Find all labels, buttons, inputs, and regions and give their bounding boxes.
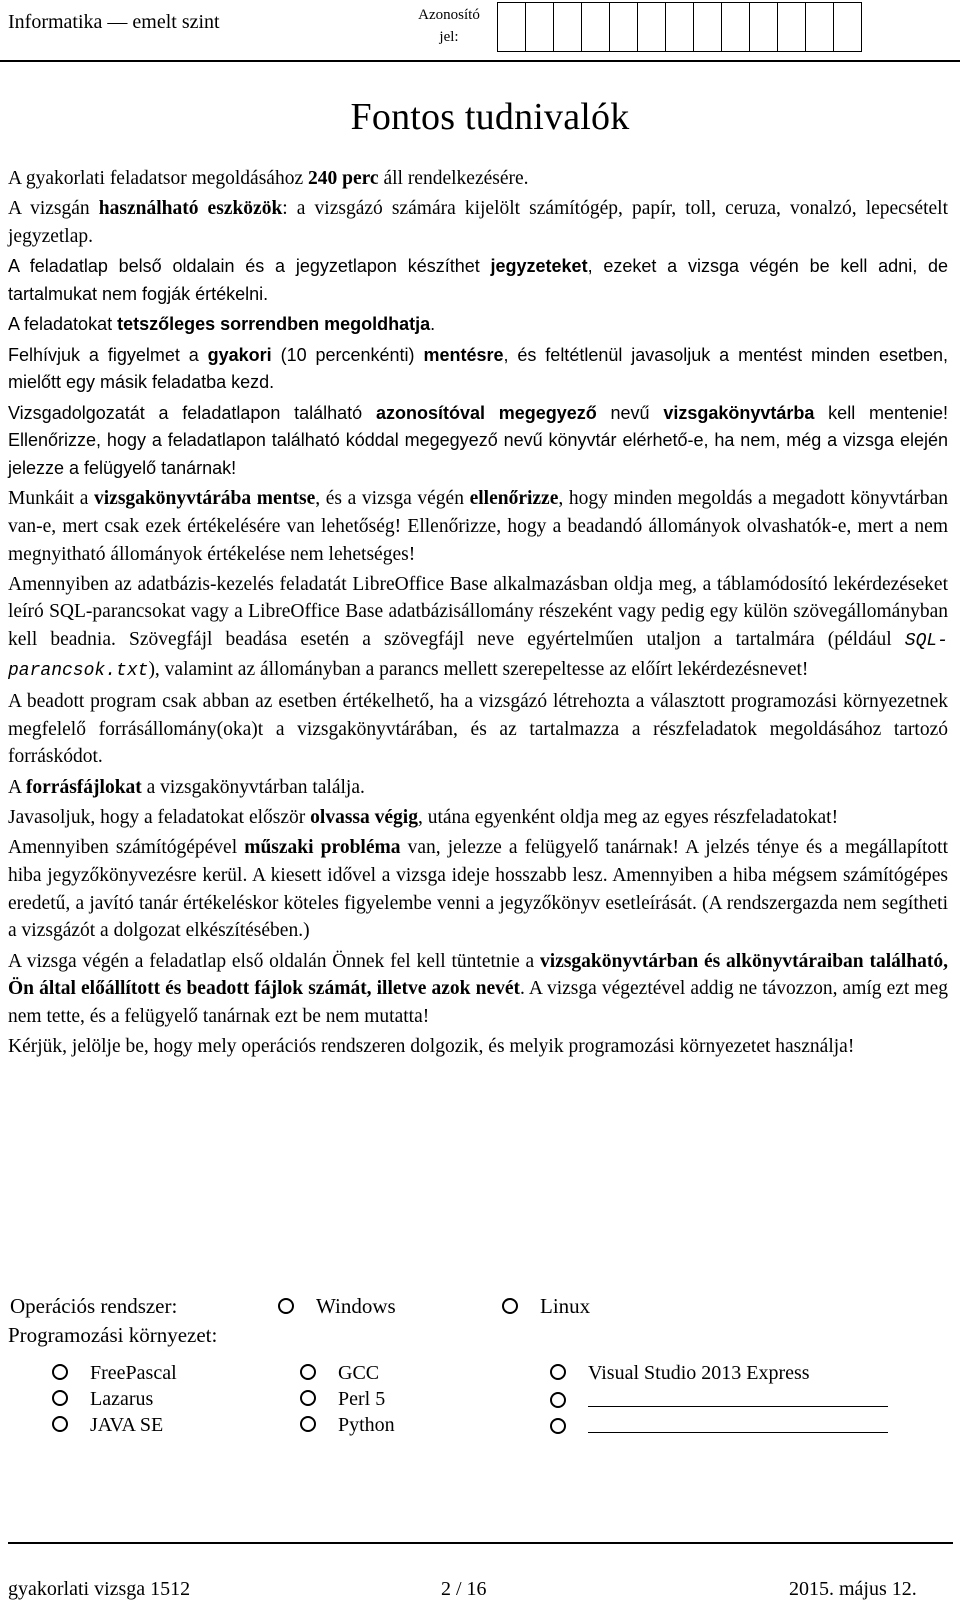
instructions-body xyxy=(8,165,948,1064)
instruction-paragraph xyxy=(8,253,948,308)
id-box[interactable] xyxy=(581,2,610,52)
radio-icon[interactable] xyxy=(52,1416,68,1432)
bold-text: jegyzeteket xyxy=(490,256,588,277)
instruction-paragraph xyxy=(8,485,948,568)
footer-divider xyxy=(8,1542,953,1544)
text-run: a vizsgakönyvtárban találja. xyxy=(141,776,365,798)
text-run: A feladatokat xyxy=(8,314,118,335)
env-option[interactable] xyxy=(300,1414,395,1437)
id-label-line1: Azonosító xyxy=(418,7,480,23)
instruction-paragraph xyxy=(8,195,948,250)
radio-icon[interactable] xyxy=(52,1364,68,1380)
page-header xyxy=(0,0,960,62)
bold-text: olvassa végig xyxy=(310,807,418,829)
bold-text: azonosítóval megegyező xyxy=(375,402,597,423)
radio-icon[interactable] xyxy=(278,1298,294,1314)
text-run: A beadott program csak abban az esetben értékelhető, ha a vizsgázó létrehozta a választott programozási környezetnek megfelelő forrásállomány(oka)t a vizsgakönyvtárában, és az tartalmazza a részfeladatok megoldásához tartozó forráskódot. xyxy=(8,691,948,768)
instruction-paragraph xyxy=(8,948,948,1031)
text-run: A xyxy=(8,776,26,798)
text-run: Javasoljuk, hogy a feladatokat először xyxy=(8,807,311,829)
text-run: Amennyiben számítógépével xyxy=(8,837,245,859)
env-option-label: JAVA SE xyxy=(90,1414,164,1436)
text-run: nevű xyxy=(596,402,664,423)
id-box[interactable] xyxy=(637,2,666,52)
env-option[interactable] xyxy=(52,1362,177,1385)
bold-text: vizsgakönyvtárába mentse xyxy=(94,488,316,510)
os-option-windows[interactable]: Windows xyxy=(278,1294,396,1319)
instruction-paragraph xyxy=(8,774,948,802)
text-run: A feladatlap belső oldalain és a jegyzetlapon készíthet xyxy=(8,256,491,277)
env-option[interactable] xyxy=(300,1388,385,1411)
text-run: , hogy minden megoldás a megadott könyvtárban van-e, mert csak ezek értékelésére van lehetőség! Ellenőrizze, hogy a beadandó állományok olvashatók-e, mert a nem megnyitható állományok értékelése nem lehetséges! xyxy=(8,488,949,565)
bold-text: mentésre xyxy=(423,344,504,365)
id-box[interactable] xyxy=(749,2,778,52)
text-run: . A vizsga végeztével addig ne távozzon, amíg ezt meg nem tette, és a felügyelő tanárnak ezt be nem mutatta! xyxy=(8,978,948,1027)
id-box[interactable] xyxy=(693,2,722,52)
env-option[interactable] xyxy=(550,1362,810,1385)
page-title: Fontos tudnivalók xyxy=(350,96,630,138)
radio-icon[interactable] xyxy=(52,1390,68,1406)
text-run: Kérjük, jelölje be, hogy mely operációs rendszeren dolgozik, és melyik programozási környezetet használja! xyxy=(8,1036,855,1058)
os-option-linux[interactable]: Linux xyxy=(502,1294,590,1319)
text-run: van, jelezze a felügyelő tanárnak! A jelzés ténye és a megállapított hiba jegyzőkönyvezésre kerül. A kiesett idővel a vizsga ideje hosszabb lesz. Amennyiben a hiba mégsem számítógépes eredetű, a javító tanár értékeléskor köteles figyelembe venni a jegyzőkönyv esetleírását. (A rendszergazda nem segítheti a vizsgázót a dolgozat elkészítésében.) xyxy=(8,837,949,942)
radio-icon[interactable] xyxy=(550,1392,566,1408)
bold-text: gyakori xyxy=(207,344,272,365)
id-box[interactable] xyxy=(805,2,834,52)
env-option[interactable] xyxy=(52,1388,153,1411)
text-run: , és a vizsga végén xyxy=(315,488,470,510)
text-run: áll rendelkezésére. xyxy=(378,168,529,189)
id-box[interactable] xyxy=(525,2,554,52)
bold-text: ellenőrizze xyxy=(469,488,559,510)
instruction-paragraph xyxy=(8,342,948,397)
radio-icon[interactable] xyxy=(300,1364,316,1380)
footer-page: 2 / 16 xyxy=(441,1578,487,1600)
text-run: Felhívjuk a figyelmet a xyxy=(8,344,208,365)
text-run: ), valamint az állományban a parancs mellett szerepeltesse az előírt lekérdezésnevet! xyxy=(148,658,809,680)
id-box[interactable] xyxy=(665,2,694,52)
radio-icon[interactable] xyxy=(300,1390,316,1406)
header-divider xyxy=(0,60,960,62)
env-option[interactable] xyxy=(550,1414,888,1439)
blank-line-input[interactable] xyxy=(588,1414,888,1433)
bold-text: használható eszközök xyxy=(98,198,283,220)
id-label-line2: jel: xyxy=(439,29,459,45)
footer-exam: gyakorlati vizsga 1512 xyxy=(8,1578,191,1600)
text-run: : a vizsgázó számára kijelölt számítógép, papír, toll, ceruza, vonalzó, lepecsételt jegyzetlap. xyxy=(8,198,948,247)
env-option[interactable] xyxy=(300,1362,379,1385)
os-label: Operációs rendszer: xyxy=(10,1294,178,1318)
footer-date: 2015. május 12. xyxy=(789,1578,917,1600)
instruction-paragraph xyxy=(8,400,948,483)
subject-title: Informatika — emelt szint xyxy=(8,11,220,33)
id-box[interactable] xyxy=(553,2,582,52)
id-box[interactable] xyxy=(497,2,526,52)
text-run: Munkáit a xyxy=(8,488,95,510)
instruction-paragraph xyxy=(8,311,948,339)
blank-line-input[interactable] xyxy=(588,1388,888,1407)
text-run: (10 percenkénti) xyxy=(271,344,424,365)
text-run: kell mentenie! Ellenőrizze, hogy a feladatlapon található kóddal megegyező nevű könyvtár elérhető-e, ha nem, még a vizsga elején jelezze a felügyelő tanárnak! xyxy=(8,402,948,478)
radio-icon[interactable] xyxy=(550,1364,566,1380)
instruction-paragraph xyxy=(8,804,948,832)
env-option[interactable] xyxy=(52,1414,163,1437)
env-option-label: Visual Studio 2013 Express xyxy=(588,1362,810,1384)
instruction-paragraph xyxy=(8,834,948,944)
text-run: A vizsgán xyxy=(8,198,99,220)
text-run: . xyxy=(430,314,436,335)
instruction-paragraph xyxy=(8,1033,948,1061)
id-label xyxy=(411,4,487,48)
env-option-label: Lazarus xyxy=(90,1388,154,1410)
env-option-label: GCC xyxy=(338,1362,380,1384)
radio-icon[interactable] xyxy=(550,1418,566,1434)
instruction-paragraph xyxy=(8,571,948,685)
text-run: , és feltétlenül javasoljuk a mentést minden esetben, mielőtt egy másik feladatba kezd. xyxy=(8,344,949,393)
bold-text: vizsgakönyvtárban és alkönyvtáraiban található, Ön által előállított és beadott fájlok számát, illetve azok nevét xyxy=(8,950,948,1000)
text-run: , ezeket a vizsga végén be kell adni, de tartalmukat nem fogják értékelni. xyxy=(8,256,948,304)
bold-text: 240 perc xyxy=(307,168,379,189)
id-box[interactable] xyxy=(833,2,862,52)
bold-text: műszaki probléma xyxy=(244,837,401,859)
bold-text: forrásfájlokat xyxy=(25,776,142,798)
env-option-label: Python xyxy=(338,1414,395,1436)
text-run: , utána egyenként oldja meg az egyes részfeladatokat! xyxy=(417,807,839,829)
instruction-paragraph xyxy=(8,688,948,771)
text-run: A vizsga végén a feladatlap első oldalán Önnek fel kell tüntetnie a xyxy=(8,950,540,972)
text-run: A gyakorlati feladatsor megoldásához xyxy=(8,168,308,189)
id-box[interactable] xyxy=(609,2,638,52)
env-option-label: Perl 5 xyxy=(338,1388,386,1410)
text-run: SQL-parancsok.txt xyxy=(8,631,948,681)
env-label: Programozási környezet: xyxy=(8,1323,218,1347)
radio-icon[interactable] xyxy=(502,1298,518,1314)
instruction-paragraph xyxy=(8,165,948,193)
id-box[interactable] xyxy=(721,2,750,52)
bold-text: tetszőleges sorrendben megoldhatja xyxy=(117,314,431,335)
bold-text: vizsgakönyvtárba xyxy=(663,402,815,423)
text-run: Amennyiben az adatbázis-kezelés feladatát LibreOffice Base alkalmazásban oldja meg, a táblamódosító lekérdezéseket leíró SQL-parancsokat vagy a LibreOffice Base adatbázisállomány részeként vagy pedig egy külön szövegállományban kell beadnia. Szövegfájl beadása esetén a szövegfájl neve egyértelműen utaljon a tartalmára (például xyxy=(8,573,948,651)
env-option[interactable] xyxy=(550,1388,888,1413)
id-box[interactable] xyxy=(777,2,806,52)
radio-icon[interactable] xyxy=(300,1416,316,1432)
env-option-label: FreePascal xyxy=(90,1362,177,1384)
id-boxes xyxy=(497,2,861,52)
text-run: Vizsgadolgozatát a feladatlapon található xyxy=(8,402,376,423)
